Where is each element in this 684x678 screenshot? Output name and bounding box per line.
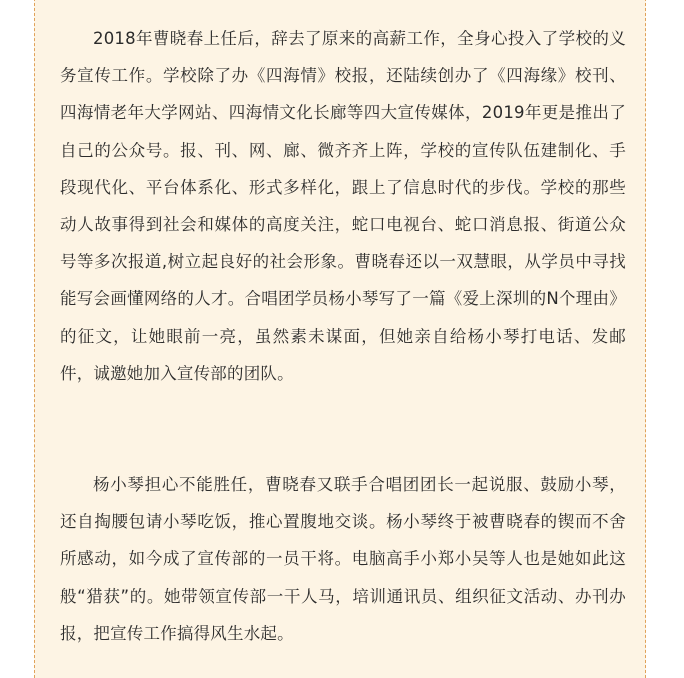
article-paragraph-2: 杨小琴担心不能胜任，曹晓春又联手合唱团团长一起说服、鼓励小琴，还自掏腰包请小琴吃饭，推心置腹地交谈。杨小琴终于被曹晓春的锲而不舍所感动，如今成了宣传部的一员干将。电脑高手小郑小吴等人也是她如此这般“猎获”的。她带领宣传部一干人马，培训通讯员、组织征文活动、办刊办报，把宣传工作搞得风生水起。 — [60, 475, 626, 643]
article-paragraph-1: 2018年曹晓春上任后，辞去了原来的高薪工作，全身心投入了学校的义务宣传工作。学校除了办《四海情》校报，还陆续创办了《四海缘》校刊、四海情老年大学网站、四海情文化长廊等四大宣传媒体，2019年更是推出了自己的公众号。报、刊、网、廊、微齐齐上阵，学校的宣传队伍建制化、手段现代化、平台体系化、形式多样化，跟上了信息时代的步伐。学校的那些动人故事得到社会和媒体的高度关注，蛇口电视台、蛇口消息报、街道公众号等多次报道,树立起良好的社会形象。曹晓春还以一双慧眼，从学员中寻找能写会画懂网络的人才。合唱团学员杨小琴写了一篇《爱上深圳的N个理由》的征文，让她眼前一亮，虽然素未谋面，但她亲自给杨小琴打电话、发邮件，诚邀她加入宣传部的团队。 — [60, 29, 626, 383]
